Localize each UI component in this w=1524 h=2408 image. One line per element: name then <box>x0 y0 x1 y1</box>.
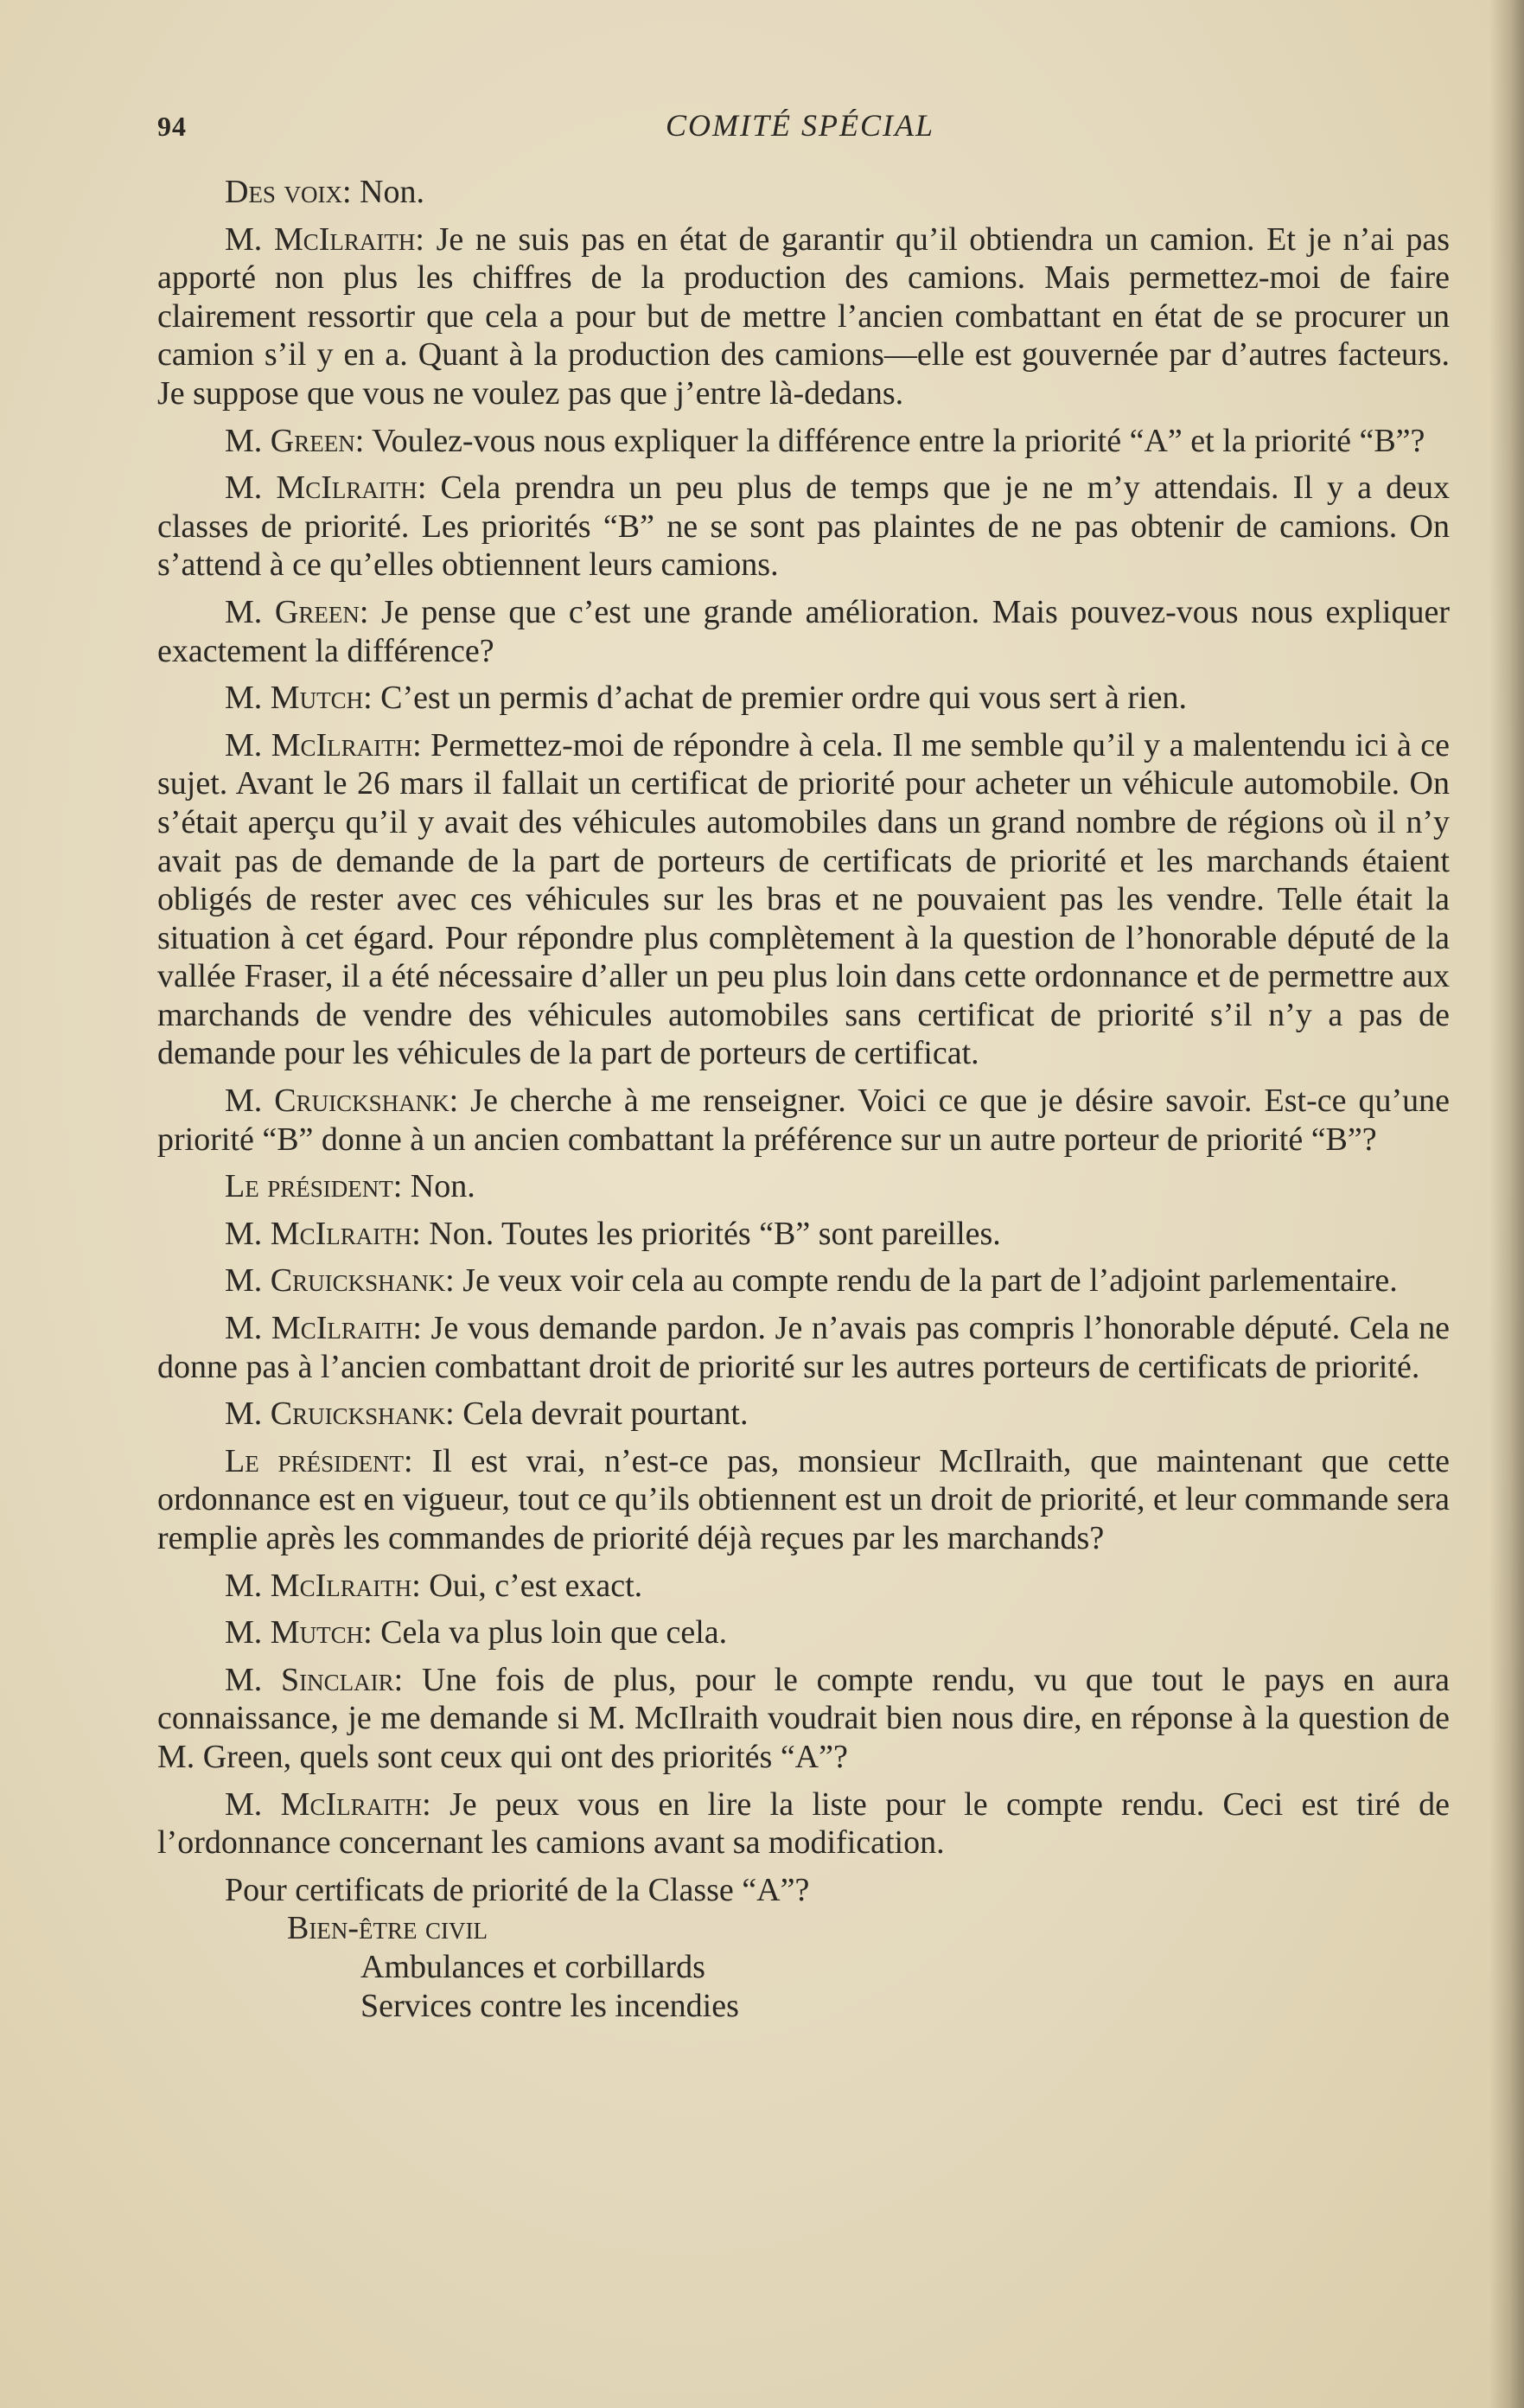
speaker-name: M. Cruickshank: <box>225 1396 455 1433</box>
speaker-name: M. McIlraith: <box>225 726 422 763</box>
speech-paragraph <box>157 726 1450 1073</box>
speech-paragraph <box>157 173 1450 212</box>
speaker-name: Le président: <box>225 1168 403 1205</box>
speaker-name: M. Mutch: <box>225 680 373 717</box>
speaker-name: Des voix: <box>225 174 352 210</box>
speech-text: Je peux vous en lire la liste pour le compte rendu. Ceci est tiré de l’ordonnance concernant les camions avant sa modification. <box>157 1785 1451 1862</box>
speech-paragraph <box>157 1261 1450 1300</box>
page-binding-shadow <box>1489 0 1524 2408</box>
speaker-name: M. McIlraith: <box>225 220 424 258</box>
list-item: Services contre les incendies <box>360 1987 739 2024</box>
speaker-name: M. McIlraith: <box>225 1785 431 1823</box>
speaker-name: M. Mutch: <box>225 1614 373 1651</box>
speech-text: Je cherche à me renseigner. Voici ce que je désire savoir. Est-ce qu’une priorité “B” donne à un ancien combattant la préférence sur un autre porteur de priorité “B”? <box>157 1083 1450 1158</box>
speaker-name: M. Cruickshank: <box>225 1262 455 1300</box>
speech-text: Voulez-vous nous expliquer la différence entre la priorité “A” et la priorité “B”? <box>364 422 1425 459</box>
speech-text: Permettez-moi de répondre à cela. Il me semble qu’il y a malentendu ici à ce sujet. Avant le 26 mars il fallait un certificat de priorité pour acheter un véhicule automobile. On s’était aperçu qu’il y avait des véhicules automobiles dans un grand nombre de régions où il n’y avait pas de demande de la part de porteurs de certificats de priorité et les marchands étaient obligés de rester avec ces véhicules sur les bras et ne pouvaient pas les vendre. Telle était la situation à cet égard. Pour répondre plus complètement à la question de l’honorable député de la vallée Fraser, il a été nécessaire d’aller un peu plus loin dans cette ordonnance et de permettre aux marchands de vendre des véhicules automobiles sans certificat de priorité s’il n’y a pas de demande pour les véhicules de la part de porteurs de certificat. <box>157 726 1451 1072</box>
speech-text: Oui, c’est exact. <box>420 1567 643 1604</box>
speech-text: Je ne suis pas en état de garantir qu’il obtiendra un camion. Et je n’ai pas apporté non plus les chiffres de la production des camions. Mais permettez-moi de faire clairement ressortir que cela a pour but de mettre l’ancien combattant en état de se procurer un camion s’il y en a. Quant à la production des camions—elle est gouvernée par d’autres facteurs. Je suppose que vous ne voulez pas que j’entre là-dedans. <box>157 220 1450 412</box>
speaker-name: M. Green: <box>225 422 365 459</box>
priority-list <box>157 1948 1450 2025</box>
speech-text: Cela devrait pourtant. <box>454 1396 749 1433</box>
speech-paragraph <box>157 1661 1450 1777</box>
speech-text: Je pense que c’est une grande amélioration. Mais pouvez-vous nous expliquer exactement la différence? <box>157 593 1450 669</box>
running-title: COMITÉ SPÉCIAL <box>666 108 934 143</box>
speech-paragraph <box>157 679 1450 718</box>
speech-text: Je vous demande pardon. Je n’avais pas compris l’honorable député. Cela ne donne pas à l’ancien combattant droit de priorité sur les autres porteurs de certificats de priorité. <box>157 1310 1450 1385</box>
speaker-name: M. McIlraith: <box>225 469 427 507</box>
speech-paragraph <box>157 1442 1450 1558</box>
speech-text: Il est vrai, n’est-ce pas, monsieur McIlraith, que maintenant que cette ordonnance est en vigueur, tout ce qu’ils obtiennent est un droit de priorité, et leur commande sera remplie après les commandes de priorité déjà reçues par les marchands? <box>157 1442 1450 1556</box>
speech-paragraph <box>157 1167 1450 1206</box>
speaker-name: M. McIlraith: <box>225 1567 421 1604</box>
speaker-name: M. Sinclair: <box>225 1661 404 1698</box>
speech-paragraph <box>157 1395 1450 1434</box>
speech-text: Une fois de plus, pour le compte rendu, vu que tout le pays en aura connaissance, je me demande si M. McIlraith voudrait bien nous dire, en réponse à la question de M. Green, quels sont ceux qui ont des priorités “A”? <box>157 1661 1450 1775</box>
speech-paragraph <box>157 593 1450 670</box>
speech-paragraph <box>157 1309 1450 1386</box>
closing-line: Pour certificats de priorité de la Classe “A”? <box>225 1871 810 1908</box>
speaker-name: M. McIlraith: <box>225 1215 421 1252</box>
speech-paragraph <box>157 1082 1450 1159</box>
body-text <box>157 173 1450 2025</box>
speech-paragraph <box>157 1215 1450 1254</box>
speech-text: Cela va plus loin que cela. <box>372 1614 728 1651</box>
speech-paragraph <box>157 220 1450 413</box>
speech-text: Cela prendra un peu plus de temps que je ne m’y attendais. Il y a deux classes de priorité. Les priorités “B” ne se sont pas plaintes de ne pas obtenir de camions. On s’attend à ce qu’elles obtiennent leurs camions. <box>157 469 1450 584</box>
speech-text: Non. Toutes les priorités “B” sont pareilles. <box>420 1215 1001 1252</box>
running-header <box>0 104 1524 156</box>
speaker-name: M. McIlraith: <box>225 1310 422 1347</box>
speech-text: Non. <box>402 1168 475 1205</box>
speaker-name: M. Green: <box>225 593 369 630</box>
speech-paragraph <box>157 469 1450 584</box>
list-item: Ambulances et corbillards <box>360 1948 705 1985</box>
speech-text: C’est un permis d’achat de premier ordre qui vous sert à rien. <box>372 680 1187 717</box>
speech-paragraph <box>157 1567 1450 1606</box>
speech-paragraph <box>157 1785 1450 1862</box>
speech-text: Non. <box>351 174 424 210</box>
transcript-paragraphs <box>157 173 1450 1862</box>
speaker-name: M. Cruickshank: <box>225 1083 459 1120</box>
page-number: 94 <box>157 111 187 142</box>
speech-paragraph <box>157 1613 1450 1652</box>
speech-paragraph <box>157 422 1450 461</box>
list-heading: Bien-être civil <box>287 1910 488 1947</box>
speech-text: Je veux voir cela au compte rendu de la part de l’adjoint parlementaire. <box>454 1262 1398 1300</box>
speaker-name: Le président: <box>225 1442 413 1479</box>
